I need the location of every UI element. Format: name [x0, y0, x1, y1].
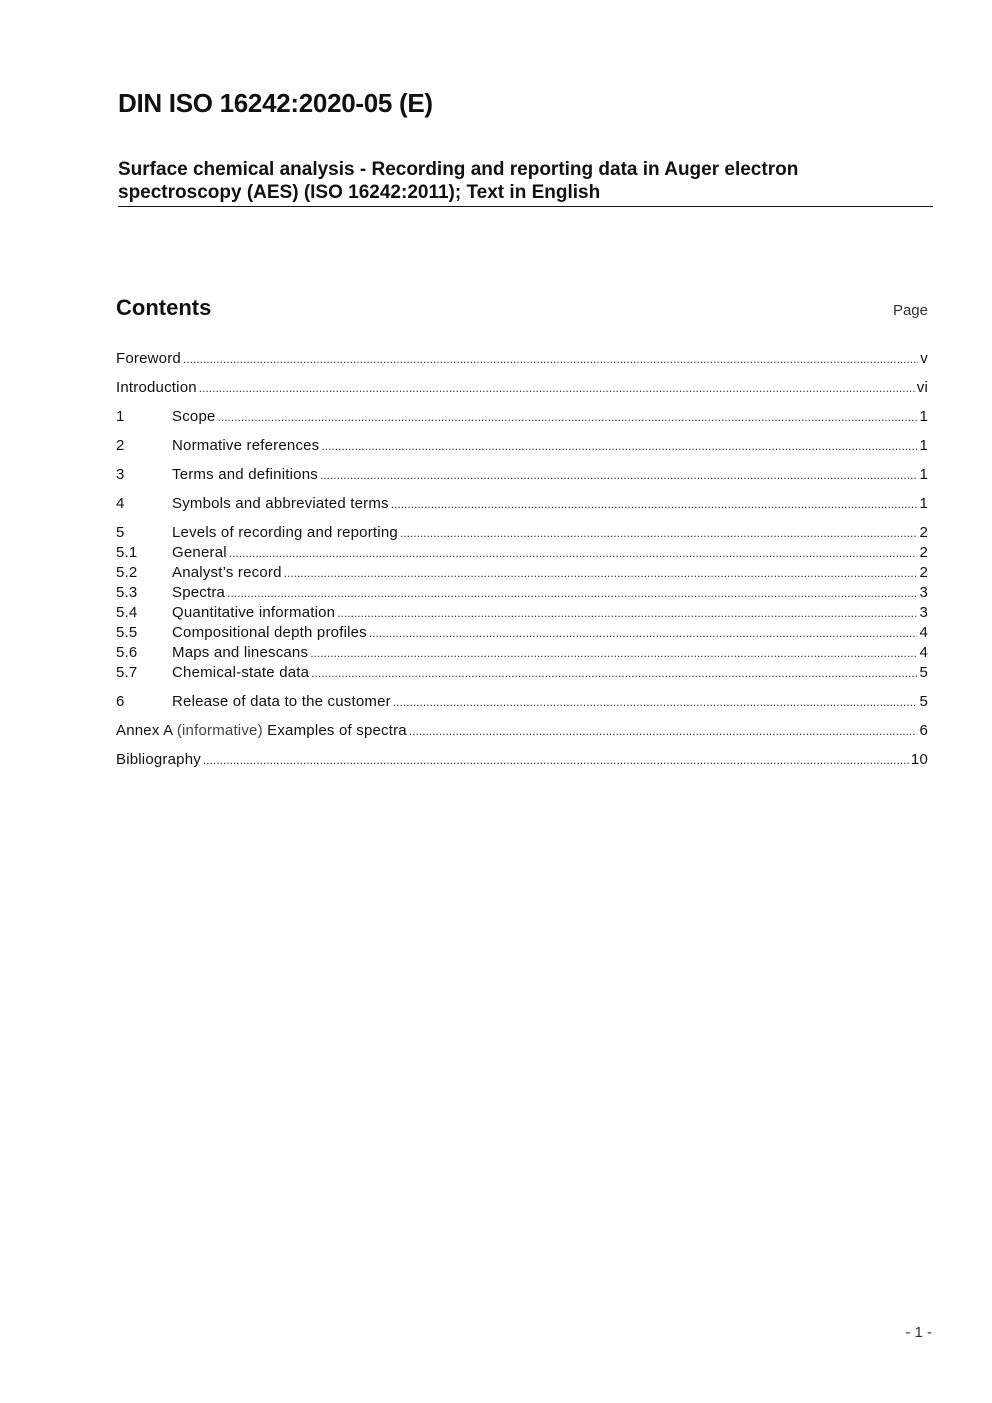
toc-entry-number: 4	[116, 495, 125, 512]
document-id: DIN ISO 16242:2020-05 (E)	[118, 88, 433, 118]
toc-leader-dots	[311, 663, 917, 683]
toc-entry-title: Compositional depth profiles	[172, 624, 367, 641]
toc-entry-number: 2	[116, 437, 125, 454]
document-title-line-2: spectroscopy (AES) (ISO 16242:2011); Text in English	[118, 182, 601, 203]
toc-entry-number: 5	[116, 524, 125, 541]
toc-leader-dots	[393, 692, 918, 712]
toc-entry-title: Bibliography	[116, 751, 201, 768]
toc-entry-page: 10	[910, 751, 928, 768]
toc-leader-dots	[391, 494, 918, 514]
table-of-contents	[116, 349, 928, 770]
toc-entry-chemical-state-data[interactable]	[116, 663, 928, 683]
toc-entry-page: 1	[919, 466, 928, 483]
toc-entry-bibliography[interactable]	[116, 750, 928, 770]
toc-entry-title: Normative references	[172, 437, 320, 454]
toc-entry-release-of-data[interactable]	[116, 692, 928, 712]
toc-leader-dots	[183, 349, 918, 369]
toc-leader-dots	[229, 543, 918, 563]
contents-heading: Contents	[116, 295, 212, 320]
toc-entry-page: 2	[919, 524, 928, 541]
toc-entry-title: Levels of recording and reporting	[172, 524, 398, 541]
toc-entry-title: Chemical-state data	[172, 664, 310, 681]
toc-entry-page: 6	[919, 722, 928, 739]
toc-entry-levels-of-recording[interactable]	[116, 523, 928, 543]
toc-entry-number: 6	[116, 693, 125, 710]
toc-leader-dots	[320, 465, 918, 485]
toc-entry-page: 3	[919, 604, 928, 621]
toc-entry-page: 4	[919, 624, 928, 641]
page-column-label: Page	[892, 302, 928, 319]
toc-leader-dots	[369, 623, 918, 643]
toc-entry-compositional-depth-profiles[interactable]	[116, 623, 928, 643]
annex-label: Annex A	[116, 722, 173, 739]
toc-entry-maps-and-linescans[interactable]	[116, 643, 928, 663]
toc-entry-title: Introduction	[116, 379, 197, 396]
toc-leader-dots	[310, 643, 917, 663]
toc-entry-spectra[interactable]	[116, 583, 928, 603]
toc-leader-dots	[321, 436, 917, 456]
document-title	[118, 158, 933, 207]
toc-entry-quantitative-information[interactable]	[116, 603, 928, 623]
toc-entry-title	[116, 721, 407, 741]
toc-entry-title: Release of data to the customer	[172, 693, 391, 710]
toc-leader-dots	[203, 750, 909, 770]
toc-entry-foreword[interactable]	[116, 349, 928, 369]
toc-entry-page: 3	[919, 584, 928, 601]
toc-leader-dots	[400, 523, 918, 543]
toc-entry-number: 5.6	[116, 644, 138, 661]
toc-entry-title: Symbols and abbreviated terms	[172, 495, 389, 512]
toc-entry-page: 5	[919, 664, 928, 681]
toc-entry-number: 3	[116, 466, 125, 483]
toc-entry-terms-and-definitions[interactable]	[116, 465, 928, 485]
toc-entry-title: General	[172, 544, 227, 561]
toc-entry-page: 2	[919, 544, 928, 561]
toc-entry-introduction[interactable]	[116, 378, 928, 398]
toc-entry-title: Foreword	[116, 350, 181, 367]
toc-entry-title: Analyst’s record	[172, 564, 282, 581]
toc-entry-title: Scope	[172, 408, 216, 425]
toc-entry-annex-a[interactable]	[116, 721, 928, 741]
toc-entry-page: 2	[919, 564, 928, 581]
toc-leader-dots	[409, 721, 918, 741]
footer-page-number: - 1 -	[905, 1324, 932, 1341]
toc-leader-dots	[227, 583, 917, 603]
toc-entry-number: 5.5	[116, 624, 138, 641]
toc-entry-number: 5.2	[116, 564, 138, 581]
toc-leader-dots	[199, 378, 915, 398]
toc-leader-dots	[337, 603, 917, 623]
toc-entry-page: 5	[919, 693, 928, 710]
toc-entry-normative-references[interactable]	[116, 436, 928, 456]
toc-entry-page: 1	[919, 408, 928, 425]
toc-entry-general[interactable]	[116, 543, 928, 563]
toc-entry-page: vi	[916, 379, 928, 396]
toc-entry-symbols-and-abbreviated-terms[interactable]	[116, 494, 928, 514]
toc-entry-page: 1	[919, 437, 928, 454]
toc-entry-title: Maps and linescans	[172, 644, 309, 661]
annex-note: (informative)	[176, 722, 263, 739]
toc-entry-scope[interactable]	[116, 407, 928, 427]
toc-entry-page: 4	[919, 644, 928, 661]
toc-entry-title: Terms and definitions	[172, 466, 318, 483]
toc-entry-number: 1	[116, 408, 125, 425]
toc-entry-page: 1	[919, 495, 928, 512]
annex-title: Examples of spectra	[267, 722, 407, 739]
toc-entry-analysts-record[interactable]	[116, 563, 928, 583]
toc-entry-number: 5.4	[116, 604, 138, 621]
document-title-line-1: Surface chemical analysis - Recording and reporting data in Auger electron	[118, 159, 799, 180]
toc-entry-title: Spectra	[172, 584, 226, 601]
toc-entry-number: 5.7	[116, 664, 138, 681]
toc-leader-dots	[284, 563, 918, 583]
toc-entry-title: Quantitative information	[172, 604, 336, 621]
toc-entry-number: 5.1	[116, 544, 138, 561]
toc-leader-dots	[218, 407, 918, 427]
toc-entry-number: 5.3	[116, 584, 138, 601]
toc-entry-page: v	[920, 350, 928, 367]
